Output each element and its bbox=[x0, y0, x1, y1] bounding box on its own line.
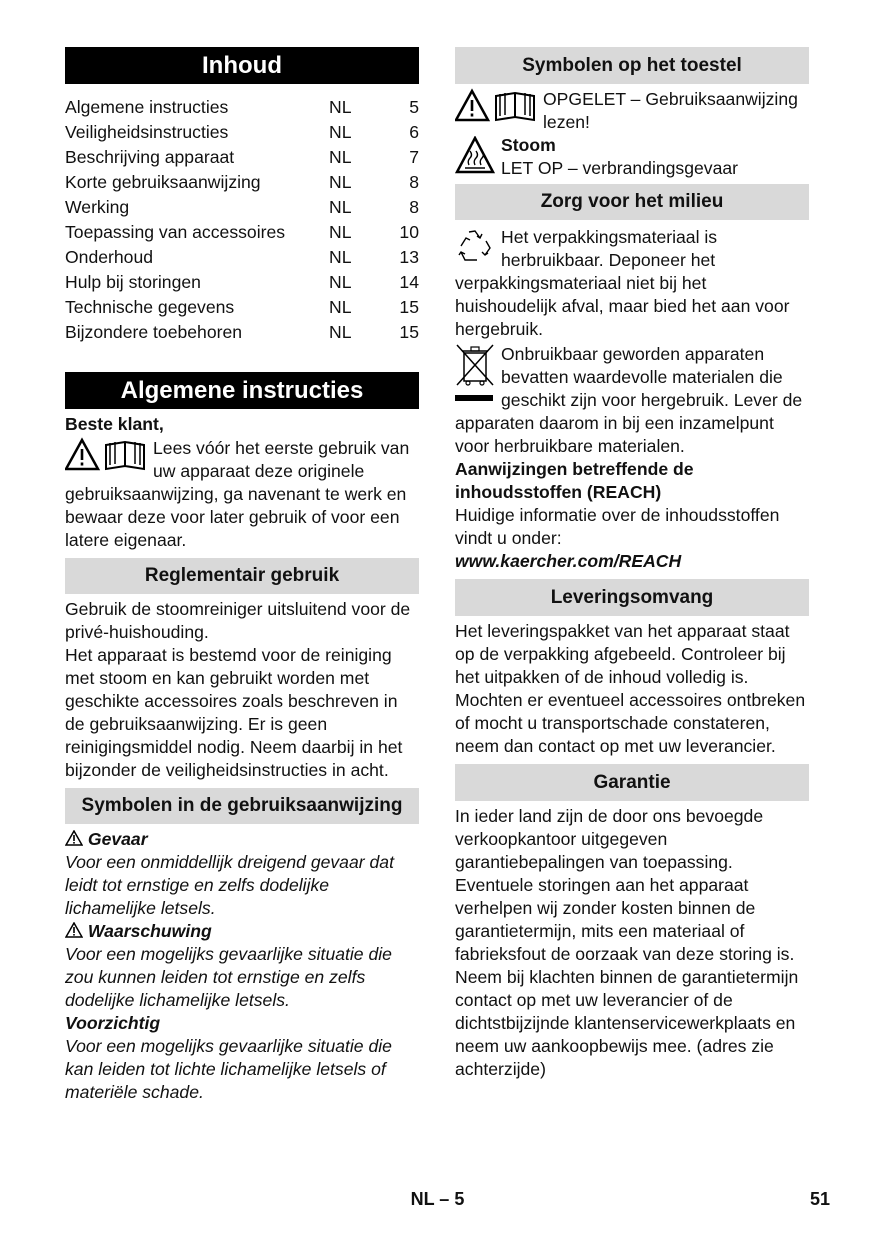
toc-page: 7 bbox=[409, 147, 419, 167]
steam-label: Stoom bbox=[501, 135, 556, 155]
toc-row[interactable] bbox=[65, 145, 419, 170]
toc-title: Toepassing van accessoires bbox=[65, 222, 286, 242]
toc-page: 14 bbox=[399, 272, 419, 292]
toc-row[interactable] bbox=[65, 220, 419, 245]
warning-text: Voor een mogelijks gevaarlijke situatie die zou kunnen leiden tot ernstige en zelfs dodelijke lichamelijke letsels. bbox=[65, 944, 392, 1010]
warning-triangle-icon bbox=[65, 921, 88, 941]
warning-manual-icon bbox=[65, 437, 147, 473]
toc-row[interactable] bbox=[65, 245, 419, 270]
caution-label: Voorzichtig bbox=[65, 1013, 161, 1033]
intended-use-paragraph-2: Het apparaat is bestemd voor de reiniging met stoom en kan gebruikt worden met geschikte accessoires zoals beschreven in de gebruiksaanwijzing. Er is geen reinigingsmiddel nodig. Neem daarbij in het bijzonder de veiligheidsinstructies in acht. bbox=[65, 645, 403, 780]
recycle-text: Het verpakkingsmateriaal is herbruikbaar. Deponeer het verpakkingsmateriaal niet bij het huishoudelijk afval, maar bied het aan voor hergebruik. bbox=[455, 227, 790, 339]
recycle-block bbox=[455, 226, 809, 341]
toc-page: 15 bbox=[399, 297, 419, 317]
table-of-contents bbox=[65, 95, 419, 345]
left-column bbox=[65, 47, 419, 1104]
toc-lang: NL bbox=[329, 172, 352, 192]
symbols-device-heading: Symbolen op het toestel bbox=[455, 47, 809, 84]
danger-label-row bbox=[65, 828, 419, 851]
caution-text: Voor een mogelijks gevaarlijke situatie die kan leiden tot lichte lichamelijke letsels of materiële schade. bbox=[65, 1036, 392, 1102]
toc-page: 15 bbox=[399, 322, 419, 342]
toc-lang: NL bbox=[329, 97, 352, 117]
toc-lang: NL bbox=[329, 272, 352, 292]
toc-title: Hulp bij storingen bbox=[65, 272, 201, 292]
toc-row[interactable] bbox=[65, 170, 419, 195]
danger-triangle-icon bbox=[65, 829, 88, 849]
weee-block bbox=[455, 343, 809, 458]
toc-heading: Inhoud bbox=[65, 47, 419, 84]
general-instructions-heading: Algemene instructies bbox=[65, 372, 419, 409]
attention-block bbox=[455, 88, 809, 134]
toc-row[interactable] bbox=[65, 195, 419, 220]
toc-page: 6 bbox=[409, 122, 419, 142]
intended-use-paragraph-1: Gebruik de stoomreiniger uitsluitend voor de privé-huishouding. bbox=[65, 599, 411, 642]
symbols-manual-heading: Symbolen in de gebruiksaanwijzing bbox=[65, 788, 419, 824]
toc-page: 5 bbox=[409, 97, 419, 117]
toc-title: Beschrijving apparaat bbox=[65, 147, 235, 167]
steam-text: LET OP – verbrandingsgevaar bbox=[501, 158, 739, 178]
reach-text: Huidige informatie over de inhoudsstoffen vindt u onder: bbox=[455, 505, 780, 548]
toc-row[interactable] bbox=[65, 320, 419, 345]
toc-title: Veiligheidsinstructies bbox=[65, 122, 229, 142]
toc-title: Werking bbox=[65, 197, 130, 217]
danger-text: Voor een onmiddellijk dreigend gevaar dat leidt tot ernstige en zelfs dodelijke lichamelijke letsels. bbox=[65, 852, 394, 918]
toc-row[interactable] bbox=[65, 270, 419, 295]
toc-page: 13 bbox=[399, 247, 419, 267]
general-instructions-text-block bbox=[65, 437, 419, 552]
footer-section-label: NL – 5 bbox=[410, 1189, 465, 1209]
warranty-text: In ieder land zijn de door ons bevoegde verkoopkantoor uitgegeven garantiebepalingen van toepassing. Eventuele storingen aan het apparaat verhelpen wij zonder kosten binnen de garantietermijn, mits een materiaal of fabrieksfout de oorzaak van deze storing is. Neem bij klachten binnen de garantietermijn contact op met uw leverancier of de dichtstbijzijnde klantenservicewerkplaats en neem uw aankoopbewijs mee. (adres zie achterzijde) bbox=[455, 806, 799, 1079]
warning-label-row bbox=[65, 920, 419, 943]
danger-label: Gevaar bbox=[87, 829, 148, 849]
toc-page: 8 bbox=[409, 197, 419, 217]
warning-manual-icon bbox=[455, 88, 537, 124]
right-column bbox=[455, 47, 809, 1081]
toc-title: Technische gegevens bbox=[65, 297, 235, 317]
delivery-text: Het leveringspakket van het apparaat staat op de verpakking afgebeeld. Controleer bij het uitpakken of de inhoud volledig is. Mochten er eventueel accessoires ontbreken of mocht u transportschade constateren, neem dan contact op met uw leverancier. bbox=[455, 621, 806, 756]
delivery-heading: Leveringsomvang bbox=[455, 579, 809, 616]
toc-row[interactable] bbox=[65, 295, 419, 320]
toc-lang: NL bbox=[329, 322, 352, 342]
toc-lang: NL bbox=[329, 122, 352, 142]
toc-title: Onderhoud bbox=[65, 247, 154, 267]
toc-row[interactable] bbox=[65, 120, 419, 145]
general-instructions-text: Lees vóór het eerste gebruik van uw apparaat deze originele gebruiksaanwijzing, ga navenant te werk en bewaar deze voor later gebruik of voor een latere eigenaar. bbox=[65, 438, 410, 550]
toc-title: Korte gebruiksaanwijzing bbox=[65, 172, 261, 192]
toc-lang: NL bbox=[329, 222, 352, 242]
toc-title: Algemene instructies bbox=[65, 97, 229, 117]
toc-lang: NL bbox=[329, 197, 352, 217]
reach-heading: Aanwijzingen betreffende de inhoudsstoffen (REACH) bbox=[455, 459, 694, 502]
dear-customer: Beste klant, bbox=[65, 414, 164, 434]
page-number: 51 bbox=[809, 1189, 830, 1209]
steam-block bbox=[455, 134, 809, 180]
intended-use-heading: Reglementair gebruik bbox=[65, 558, 419, 594]
toc-row[interactable] bbox=[65, 95, 419, 120]
toc-lang: NL bbox=[329, 297, 352, 317]
warning-label: Waarschuwing bbox=[87, 921, 212, 941]
environment-heading: Zorg voor het milieu bbox=[455, 184, 809, 220]
reach-link[interactable]: www.kaercher.com/REACH bbox=[455, 551, 682, 571]
toc-lang: NL bbox=[329, 247, 352, 267]
toc-page: 10 bbox=[399, 222, 419, 242]
warranty-heading: Garantie bbox=[455, 764, 809, 801]
weee-text: Onbruikbaar geworden apparaten bevatten waardevolle materialen die geschikt zijn voor hergebruik. Lever de apparaten daarom in bij een inzamelpunt voor herbruikbare materialen. bbox=[455, 344, 803, 456]
recycle-icon bbox=[455, 227, 495, 267]
toc-page: 8 bbox=[409, 172, 419, 192]
steam-hazard-icon bbox=[455, 136, 495, 176]
toc-lang: NL bbox=[329, 147, 352, 167]
attention-text: OPGELET – Gebruiksaanwijzing lezen! bbox=[543, 89, 798, 132]
crossed-bin-icon bbox=[455, 343, 495, 405]
toc-title: Bijzondere toebehoren bbox=[65, 322, 243, 342]
